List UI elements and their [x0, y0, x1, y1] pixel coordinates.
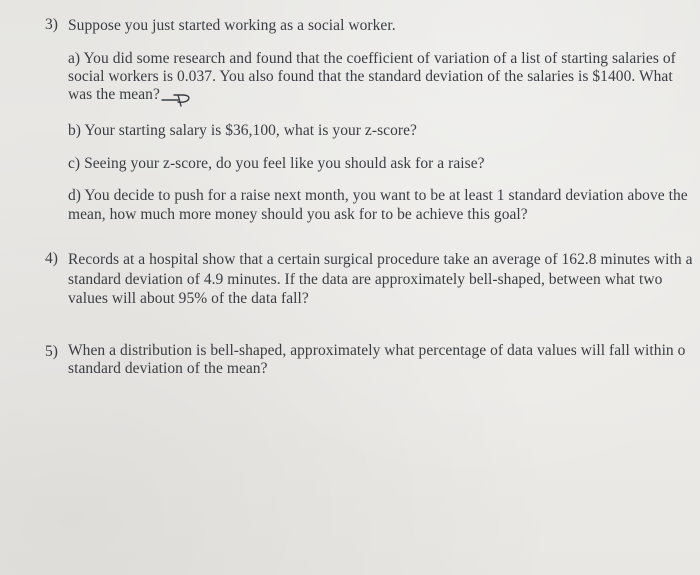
question-4-number: 4)	[45, 250, 58, 267]
question-3a-line-2: social workers is 0.037. You also found that the standard deviation of the salaries is $1400. What	[68, 68, 673, 85]
question-4-line-1: Records at a hospital show that a certain surgical procedure take an average of 162.8 minutes with a	[68, 251, 693, 268]
question-3b: b) Your starting salary is $36,100, what is your z-score?	[68, 122, 417, 139]
question-5-line-2: standard deviation of the mean?	[68, 360, 268, 377]
question-3-number: 3)	[45, 16, 58, 33]
question-4-line-2: standard deviation of 4.9 minutes. If the data are approximately bell-shaped, between what two	[68, 271, 663, 288]
question-5-line-1: When a distribution is bell-shaped, approximately what percentage of data values will fall within o	[68, 342, 686, 359]
question-3a-line-3: was the mean?	[68, 86, 160, 103]
question-5-number: 5)	[45, 343, 58, 360]
question-3d-line-1: d) You decide to push for a raise next month, you want to be at least 1 standard deviation above the	[68, 187, 688, 204]
question-3c: c) Seeing your z-score, do you feel like you should ask for a raise?	[68, 155, 485, 172]
question-3d-line-2: mean, how much more money should you ask for to be achieve this goal?	[68, 206, 528, 223]
pen-scribble-mark	[160, 91, 196, 109]
question-4-line-3: values will about 95% of the data fall?	[68, 290, 309, 307]
question-3-intro: Suppose you just started working as a social worker.	[68, 17, 396, 34]
question-3a-line-1: a) You did some research and found that the coefficient of variation of a list of starting salaries of	[68, 50, 676, 67]
